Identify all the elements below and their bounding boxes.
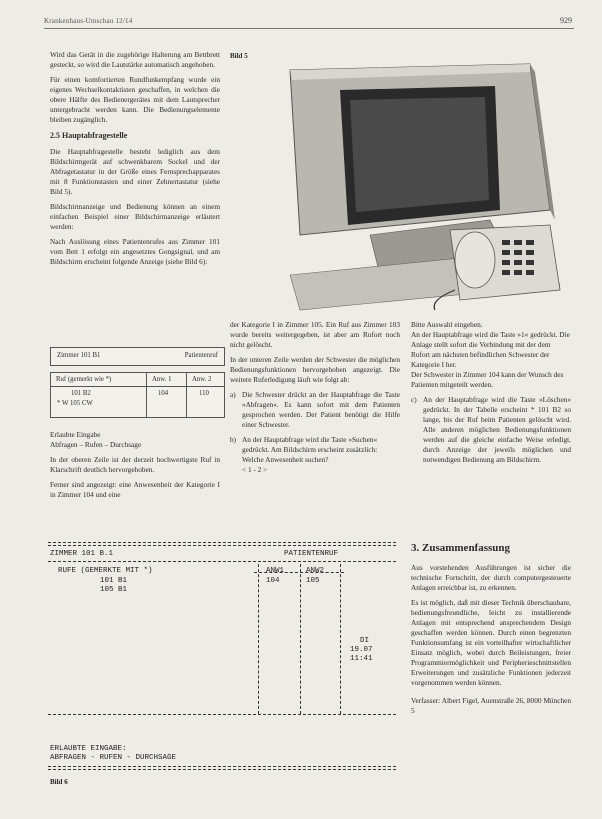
table-header: Ruf (gemerkt wie *) (56, 376, 112, 383)
paragraph: Für einen komfortierten Rundfunkempfang wurde ein eigenes Wechselkontaktisten geschaffen, in welchen die obere Hälfte des Bedienergerätes mit dem Lautsprecher untergebracht werden kann. Die Bedienungselemente bleiben zugänglich. (50, 75, 220, 124)
paragraph: Erlaubte Eingabe Abfragen – Rufen – Durchsage (50, 430, 142, 449)
screen-line: 105 B1 (100, 586, 128, 594)
table-cell: Patientenruf (184, 352, 218, 359)
section-heading: 3. Zusammenfassung (411, 542, 511, 554)
list-text: Die Schwester drückt an der Hauptabfrage die Taste »Abfragen«. Es kann sofort mit dem Patienten gesprochen werden. Der Patient benötigt die Hilfe einer Schwester. (242, 390, 400, 429)
figure-label: Bild 5 (230, 52, 248, 60)
terminal-photo (230, 60, 565, 315)
section-heading: 2.5 Hauptabfragestelle (50, 131, 128, 140)
screen-line: ANW1 (266, 567, 285, 575)
list-item (230, 390, 400, 430)
table-cell: * W 105 CW (57, 400, 93, 407)
list-label: b) (230, 435, 237, 444)
header-rule (44, 28, 574, 29)
paragraph: Bitte Auswahl eingeben. An der Hauptabfrage wird die Taste »1« gedrückt. Die Anlage stellt sofort die Verbindung mit der dem Rufort am nächsten befindlichen Schwester der Kategorie I her. Der Schwester in Zimmer 104 kann der Wunsch des Patienten mitgeteilt werden. (411, 320, 570, 389)
middle-column (230, 320, 400, 480)
screen-time: 11:41 (350, 655, 373, 663)
screen-line: RUFE (GEMERKTE MIT *) (58, 567, 153, 575)
table-bottom-box (50, 372, 225, 418)
screen-line: 104 (266, 577, 280, 585)
journal-header: Krankenhaus-Umschau 12/14 (44, 17, 133, 25)
list-text: An der Hauptabfrage wird die Taste »Suchen« gedrückt. Am Bildschirm erscheint zusätzlich: Welche Anwesenheit suchen? < 1 - 2 > (242, 435, 378, 474)
screen-printout (44, 538, 402, 804)
screen-date: 19.07 (350, 646, 373, 654)
list-label: a) (230, 390, 236, 399)
screen-line: PATIENTENRUF (284, 550, 339, 558)
list-label: c) (411, 395, 417, 404)
left-column-lower (50, 430, 220, 505)
table-cell: 110 (199, 390, 209, 397)
screen-line: ZIMMER 101 B.1 (50, 550, 114, 558)
figure-label: Bild 6 (50, 778, 68, 786)
screen-day: DI (360, 637, 370, 645)
paragraph: der Kategorie I in Zimmer 105. Ein Ruf aus Zimmer 103 wurde bereits weitergegeben, ist aber am Rufort noch nicht gelöscht. (230, 320, 400, 349)
table-cell: 101 B2 (71, 390, 91, 397)
list-text: An der Hauptabfrage wird die Taste »Löschen« gedrückt. In der Tabelle erscheint * 101 B2 so lange, bis der Ruf beim Patienten gelöscht wird. Alle anderen möglichen Bedienungsfunktionen werden auf die gleiche einfache Weise erledigt, durch Anzeige der jeweils möglichen und notwendigen Bedienung am Bildschirm. (423, 395, 571, 464)
paragraph: Ferner sind angezeigt: eine Anwesenheit der Kategorie I in Zimmer 104 und eine (50, 480, 220, 499)
left-column-upper (50, 50, 220, 272)
paragraph: Es ist möglich, daß mit dieser Technik überschaubare, bedienungsfreundliche, leicht zu installierende Anlagen mit entsprechend ansprechendem Design geschaffen werden können. Durch einen begrenzten Funktionsumfang ist ein vorteilhafter wirtschaftlicher Einsatz möglich, wobei durch Beileistungen, freier Programmiermöglichkeit und Peripherieschnittstellen Erweiterungen und zusätzliche Funktionen jederzeit vorgenommen werden können. (411, 598, 571, 687)
table-top-box (50, 347, 225, 366)
paragraph: Die Hauptabfragestelle besteht lediglich aus dem Bildschirmgerät auf schwenkbarem Sockel und der Abfragetastatur in der Größe eines Fernsprechapparates mit 8 Funktionstasten und einer Zehnertastatur (siehe Bild 5). (50, 147, 220, 196)
paragraph: Wird das Gerät in die zugehörige Halterung am Bettbrett gesteckt, so wird die Lautstärke automatisch angehoben. (50, 50, 220, 69)
table-header: Anw. 2 (192, 376, 212, 383)
paragraph: In der unteren Zeile werden der Schwester die möglichen Bedienungsfunktionen hervorgehoben angezeigt. Die weitere Ruferledigung läuft wie folgt ab: (230, 355, 400, 384)
right-column (411, 320, 571, 470)
screen-line: 105 (306, 577, 320, 585)
table-cell: Zimmer 101 B1 (57, 352, 101, 359)
paragraph: Bildschirmanzeige und Bedienung können an einem einfachen Beispiel einer Bildschirmanzeige erläutert werden: (50, 202, 220, 231)
display-example-table (50, 347, 225, 418)
screen-line: ERLAUBTE EINGABE: (50, 745, 127, 753)
screen-line: 101 B1 (100, 577, 128, 585)
paragraph: In der oberen Zeile ist der derzeit hochwertigste Ruf in Klarschrift deutlich hervorgehoben. (50, 455, 220, 474)
table-header: Anw. 1 (152, 376, 172, 383)
paragraph: Aus vorstehenden Ausführungen ist sicher die technische Fortschritt, der durch computergesteuerte Anlagen erreichbar ist, zu erkennen. (411, 563, 571, 592)
right-column-lower (411, 543, 571, 721)
paragraph: Nach Auslösung eines Patientenrufes aus Zimmer 101 vom Bett 1 erfolgt ein angesetztes Gongsignal, und am Bildschirm erscheint folgende Anzeige (siehe Bild 6): (50, 237, 220, 266)
author-line: Verfasser: Albert Figel, Auenstraße 26, 8000 München 5 (411, 696, 571, 715)
list-item (230, 435, 400, 475)
screen-line: ANW2 (306, 567, 325, 575)
table-cell: 104 (158, 390, 169, 397)
page-number: 929 (560, 16, 572, 25)
screen-line: ABFRAGEN - RUFEN - DURCHSAGE (50, 754, 177, 762)
list-item (411, 395, 571, 465)
